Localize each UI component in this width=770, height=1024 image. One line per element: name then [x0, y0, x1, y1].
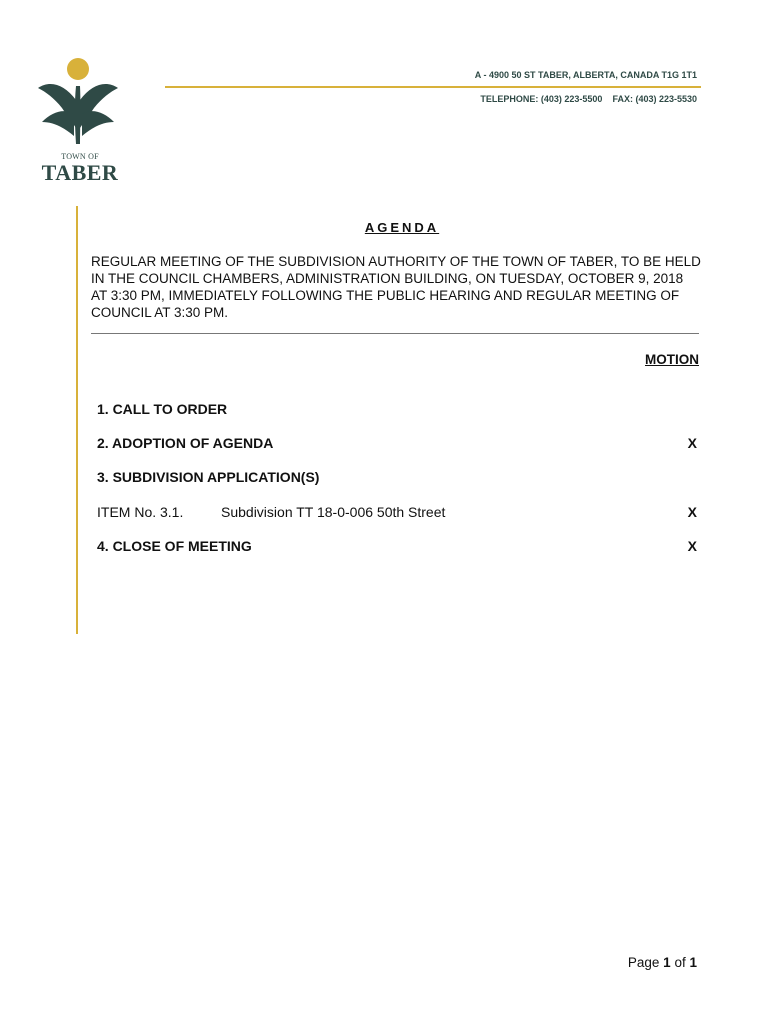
- agenda-title: AGENDA: [364, 220, 440, 235]
- agenda-item: [97, 401, 701, 417]
- side-rule: [76, 206, 78, 634]
- agenda-item-label: 1. CALL TO ORDER: [97, 401, 228, 417]
- town-logo: [30, 52, 130, 202]
- logo-town-of: TOWN OF: [61, 152, 99, 161]
- page-number: [628, 955, 697, 970]
- fax: FAX: (403) 223-5530: [612, 94, 697, 104]
- header-rule: [165, 86, 701, 88]
- agenda-item: [97, 469, 701, 485]
- agenda-item: [97, 435, 701, 451]
- agenda-item-label: 2. ADOPTION OF AGENDA: [97, 435, 274, 451]
- logo-town-name: TABER: [41, 160, 119, 185]
- agenda-item-label: 4. CLOSE OF MEETING: [97, 538, 252, 554]
- motion-mark: X: [687, 504, 697, 520]
- motion-header: MOTION: [645, 352, 699, 367]
- taber-emblem-icon: [30, 52, 130, 152]
- agenda-item-label: 3. SUBDIVISION APPLICATION(S): [97, 469, 320, 485]
- current-page: 1: [663, 955, 671, 970]
- agenda-item-description: Subdivision TT 18-0-006 50th Street: [221, 504, 446, 520]
- contact-line: [480, 94, 697, 104]
- telephone: TELEPHONE: (403) 223-5500: [480, 94, 603, 104]
- agenda-item-number: ITEM No. 3.1.: [97, 504, 184, 520]
- motion-mark: X: [687, 435, 697, 451]
- agenda-item: [97, 538, 701, 554]
- page-word: Page: [627, 955, 660, 970]
- divider: [91, 333, 699, 334]
- address: A - 4900 50 ST TABER, ALBERTA, CANADA T1G 1T1: [474, 70, 697, 80]
- agenda-sub-item: [97, 504, 701, 520]
- motion-mark: X: [687, 538, 697, 554]
- of-word: of: [674, 955, 686, 970]
- meeting-intro: REGULAR MEETING OF THE SUBDIVISION AUTHORITY OF THE TOWN OF TABER, TO BE HELD IN THE COUNCIL CHAMBERS, ADMINISTRATION BUILDING, ON TUESDAY, OCTOBER 9, 2018 AT 3:30 PM, IMMEDIATELY FOLLOWING THE PUBLIC HEARING AND REGULAR MEETING OF COUNCIL AT 3:30 PM.: [91, 254, 701, 320]
- total-pages: 1: [689, 955, 697, 970]
